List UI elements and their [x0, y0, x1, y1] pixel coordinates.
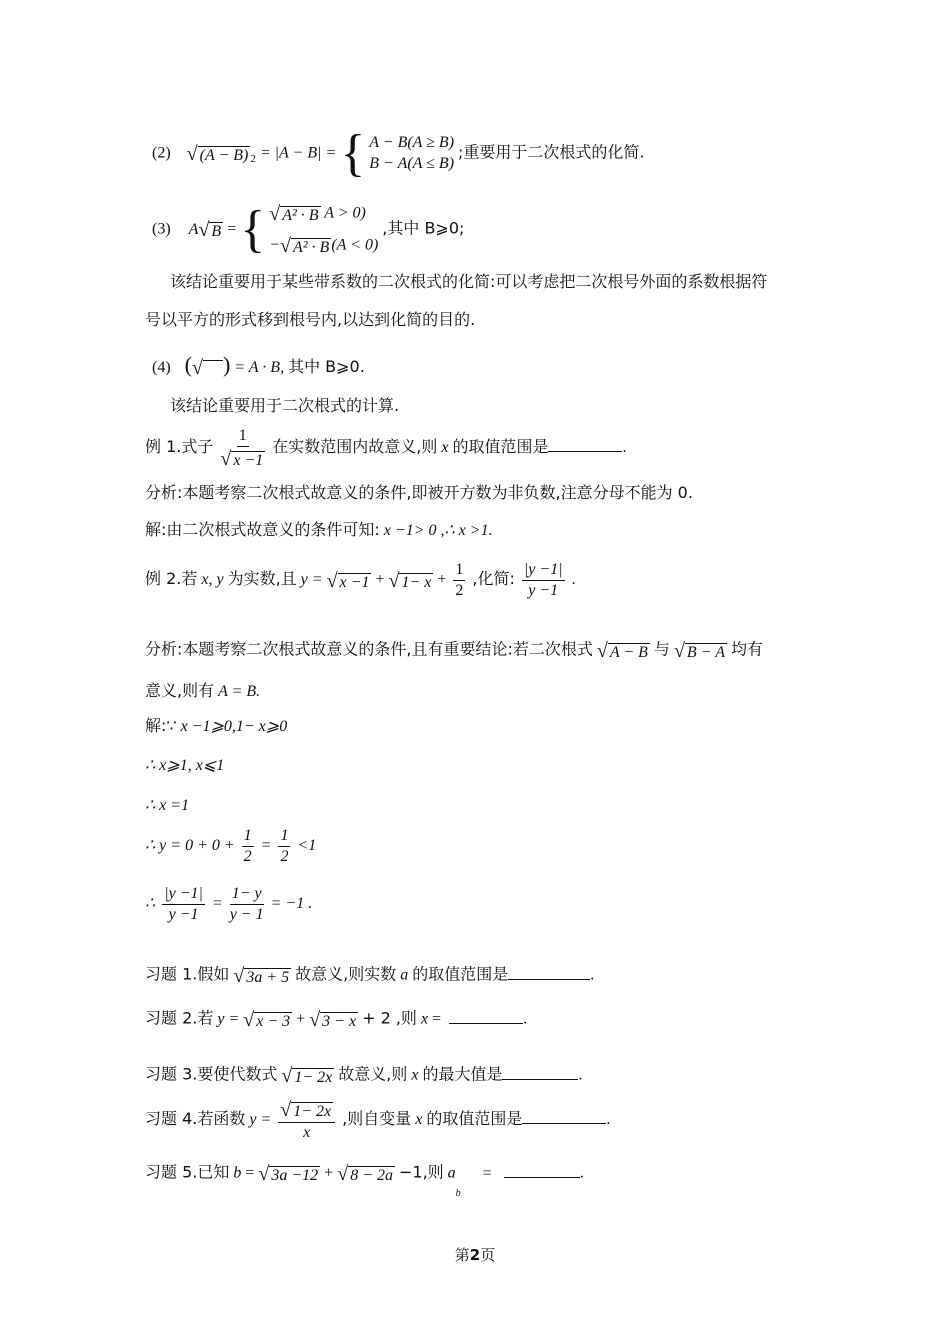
- left-brace: {: [340, 125, 366, 182]
- note: ;重要用于二次根式的化简.: [458, 142, 645, 162]
- solution: 解:由二次根式故意义的条件可知: x −1> 0 ,∴ x >1.: [145, 520, 493, 539]
- answer-blank: [502, 1079, 578, 1080]
- paragraph: 该结论重要用于二次根式的计算.: [170, 396, 400, 415]
- example-2: 例 2.若 x, y 为实数,且 y = √ x −1 + √ 1− x + $\frac{1}{2}$ ,化简: $\frac{|y -1|}{y -1}$ .: [145, 561, 576, 599]
- cases: √ A² · B A > 0) −√ A² · B (A < 0): [269, 203, 379, 257]
- radical: √ A − B: [596, 640, 648, 662]
- page-number: 2: [469, 1246, 481, 1264]
- cases: A − B(A ≥ B) B − A(A ≤ B): [369, 134, 455, 172]
- answer-blank: [504, 1177, 580, 1178]
- paragraph: 该结论重要用于某些带系数的二次根式的化简:可以考虑把二次根号外面的系数根据符: [170, 272, 768, 291]
- radical: √ 1− 2x: [281, 1065, 333, 1087]
- answer-blank: [522, 1123, 606, 1124]
- radical: √ 1− x: [388, 569, 432, 592]
- radical: √ 8 − 2a: [337, 1163, 393, 1185]
- answer-blank: [508, 979, 590, 980]
- solution-line: ∴ $\frac{|y -1|}{y -1}$ = $\frac{1- y}{y - 1}$ = −1 .: [145, 885, 313, 923]
- solution-line: 解:∵ x −1⩾0,1− x⩾0: [145, 716, 288, 735]
- exercise-4: 习题 4.若函数 y = $\frac{√ 1- 2x}{x}$ ,则自变量 x 的取值范围是 .: [145, 1099, 611, 1141]
- fraction: $\frac{√ 1- 2x}{x}$: [278, 1100, 335, 1141]
- item-2: (2) √ (A − B) $_2$ = |A − B| = { A − B(A ≥ B) B − A(A ≤ B) ;重要用于二次根式的化简.: [152, 125, 645, 182]
- fraction: $\frac{1}{√ x -1}$: [220, 427, 264, 470]
- example-1: 例 1.式子 $\frac{1}{√ x -1}$ 在实数范围内故意义,则 x 的取值范围是 .: [145, 427, 627, 470]
- exercise-1: 习题 1.假如 √ 3a + 5 故意义,则实数 a 的取值范围是 .: [145, 964, 595, 987]
- paragraph: 号以平方的形式移到根号内,以达到化简的目的.: [145, 310, 476, 329]
- page-footer: 第2页: [454, 1246, 496, 1264]
- radical: √ x −1: [326, 569, 370, 592]
- analysis: 分析:本题考察二次根式故意义的条件,且有重要结论:若二次根式 √ A − B 与 √ B − A 均有: [145, 639, 763, 662]
- exercise-3: 习题 3.要使代数式 √ 1− 2x 故意义,则 x 的最大值是 .: [145, 1064, 583, 1087]
- item-number: (3): [152, 220, 171, 238]
- radical: √ 3a −12: [258, 1163, 319, 1185]
- solution-line: ∴ y = 0 + 0 + $\frac{1}{2}$ = $\frac{1}{2}$ <1: [145, 827, 317, 865]
- analysis-cont: 意义,则有 A = B.: [145, 681, 261, 700]
- radical: √ B: [198, 219, 222, 241]
- radical: √ B − A: [673, 640, 725, 662]
- radical: √: [192, 358, 223, 378]
- item-4: (4) (√ ) = A · B, 其中 B⩾0.: [152, 352, 365, 380]
- exercise-2: 习题 2.若 y = √ x − 3 + √ 3 − x + 2 ,则 x = .: [145, 1008, 528, 1031]
- fraction: $\frac{|y -1|}{y -1}$: [164, 885, 203, 923]
- fraction: $\frac{1}{2}$: [455, 561, 464, 599]
- answer-blank: [548, 451, 622, 452]
- fraction: $\frac{|y -1|}{y -1}$: [523, 561, 563, 599]
- item-number: (4): [152, 359, 171, 376]
- item-number: (2): [152, 144, 171, 162]
- radical: √ x − 3: [243, 1009, 291, 1031]
- fraction: $\frac{1- y}{y - 1}$: [229, 885, 264, 923]
- radical: √ 3a + 5: [233, 965, 290, 987]
- note: ,其中 B⩾0;: [382, 218, 465, 238]
- analysis: 分析:本题考察二次根式故意义的条件,即被开方数为非负数,注意分母不能为 0.: [145, 483, 693, 502]
- radical: √ (A − B): [186, 143, 249, 165]
- solution-line: ∴ x =1: [145, 797, 190, 814]
- left-brace: {: [240, 201, 266, 258]
- solution-line: ∴ x⩾1, x⩽1: [145, 757, 225, 774]
- fraction: $\frac{1}{2}$: [243, 827, 252, 865]
- exercise-5: 习题 5.已知 b = √ 3a −12 + √ 8 − 2a −1,则 $a_b$ = .: [145, 1162, 584, 1199]
- radical: √ 3 − x: [309, 1009, 357, 1031]
- answer-blank: [449, 1023, 523, 1024]
- fraction: $\frac{1}{2}$: [280, 827, 289, 865]
- abs-expression: = |A − B| =: [259, 144, 337, 162]
- item-3: (3) A√ B = { √ A² · B A > 0) −√ A² · B (A < 0) ,其中 B⩾0;: [152, 198, 464, 262]
